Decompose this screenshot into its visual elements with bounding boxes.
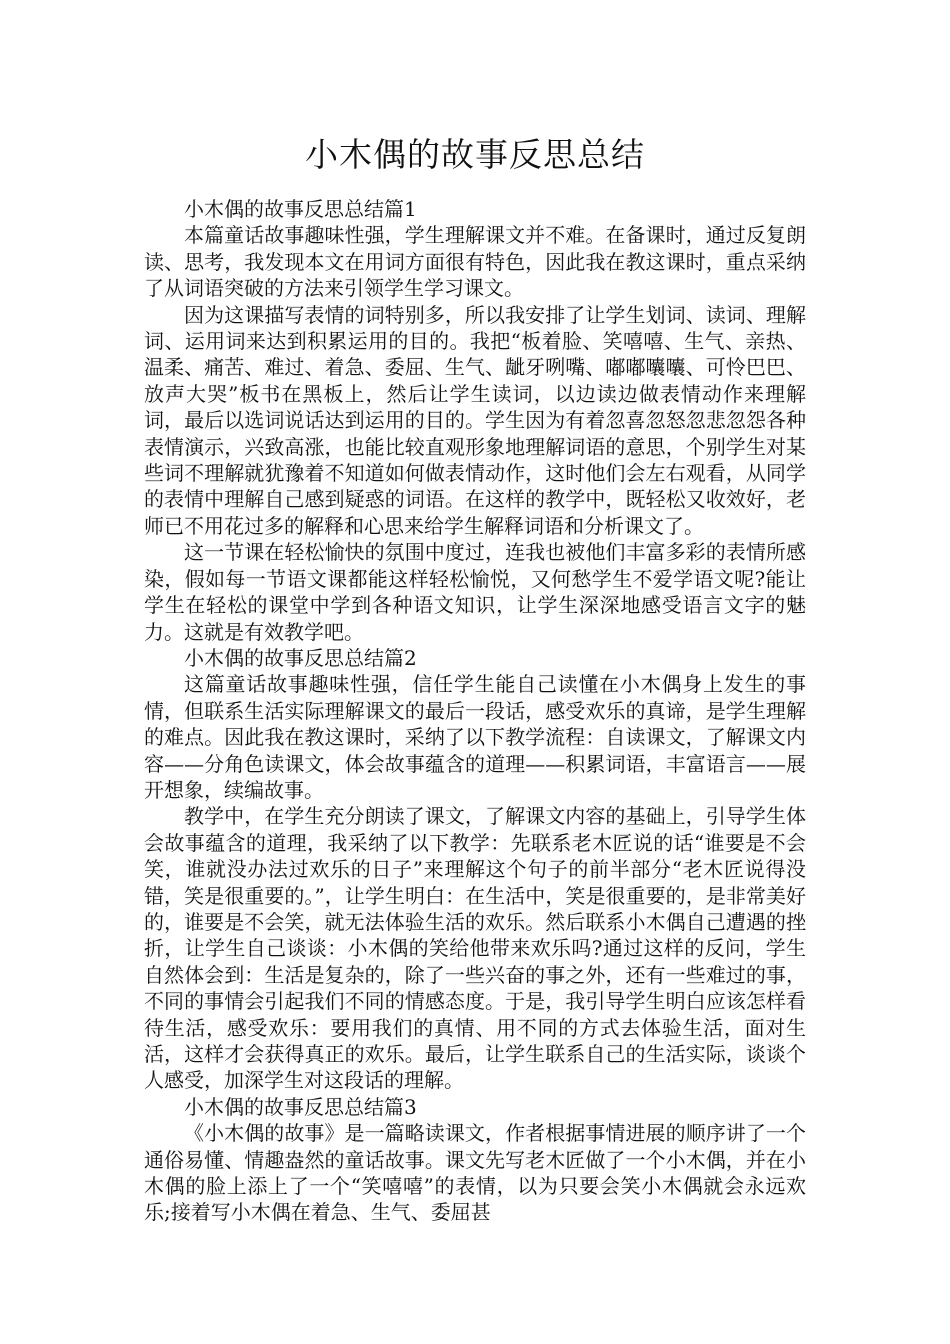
paragraph: 因为这课描写表情的词特别多，所以我安排了让学生划词、读词、理解词、运用词来达到积累运用的目的。我把“板着脸、笑嘻嘻、生气、亲热、温柔、痛苦、难过、着急、委屈、生气、龇牙咧嘴、嘟嘟囔囔、可怜巴巴、放声大哭”板书在黑板上，然后让学生读词，以边读边做表情动作来理解词，最后以选词说话达到运用的目的。学生因为有着忽喜忽怒忽悲忽怨各种表情演示，兴致高涨，也能比较直观形象地理解词语的意思，个别学生对某些词不理解就犹豫着不知道如何做表情动作，这时他们会左右观看，从同学的表情中理解自己感到疑惑的词语。在这样的教学中，既轻松又收效好，老师已不用花过多的解释和心思来给学生解释词语和分析课文了。 <box>144 302 806 538</box>
paragraph: 本篇童话故事趣味性强，学生理解课文并不难。在备课时，通过反复朗读、思考，我发现本文在用词方面很有特色，因此我在教这课时，重点采纳了从词语突破的方法来引领学生学习课文。 <box>144 223 806 301</box>
document-page <box>144 0 806 1226</box>
section-heading: 小木偶的故事反思总结篇1 <box>184 197 417 221</box>
section-heading: 小木偶的故事反思总结篇3 <box>184 1094 417 1119</box>
paragraph: 《小木偶的故事》是一篇略读课文，作者根据事情进展的顺序讲了一个通俗易懂、情趣盎然的童话故事。课文先写老木匠做了一个小木偶，并在小木偶的脸上添上了一个“笑嘻嘻”的表情，以为只要会笑小木偶就会永远欢乐;接着写小木偶在着急、生气、委屈甚 <box>144 1121 806 1225</box>
paragraph: 这篇童话故事趣味性强，信任学生能自己读懂在小木偶身上发生的事情，但联系生活实际理解课文的最后一段话，感受欢乐的真谛，是学生理解的难点。因此我在教这课时，采纳了以下教学流程：自读课文，了解课文内容——分角色读课文，体会故事蕴含的道理——积累词语，丰富语言——展开想象，续编故事。 <box>144 672 806 802</box>
paragraph: 这一节课在轻松愉快的氛围中度过，连我也被他们丰富多彩的表情所感染，假如每一节语文课都能这样轻松愉悦，又何愁学生不爱学语文呢?能让学生在轻松的课堂中学到各种语文知识，让学生深深地感受语言文字的魅力。这就是有效教学吧。 <box>144 540 806 644</box>
document-body <box>144 196 806 1226</box>
paragraph: 教学中，在学生充分朗读了课文，了解课文内容的基础上，引导学生体会故事蕴含的道理，我采纳了以下教学：先联系老木匠说的话“谁要是不会笑，谁就没办法过欢乐的日子”来理解这个句子的前半部分“老木匠说得没错，笑是很重要的。”，让学生明白：在生活中，笑是很重要的，是非常美好的，谁要是不会笑，就无法体验生活的欢乐。然后联系小木偶自己遭遇的挫折，让学生自己谈谈：小木偶的笑给他带来欢乐吗?通过这样的反问，学生自然体会到：生活是复杂的，除了一些兴奋的事之外，还有一些难过的事，不同的事情会引起我们不同的情感态度。于是，我引导学生明白应该怎样看待生活，感受欢乐：要用我们的真情、用不同的方式去体验生活，面对生活，这样才会获得真正的欢乐。最后，让学生联系自己的生活实际，谈谈个人感受，加深学生对这段话的理解。 <box>144 804 806 1093</box>
section-heading: 小木偶的故事反思总结篇2 <box>184 645 417 670</box>
document-title: 小木偶的故事反思总结 <box>305 135 645 174</box>
